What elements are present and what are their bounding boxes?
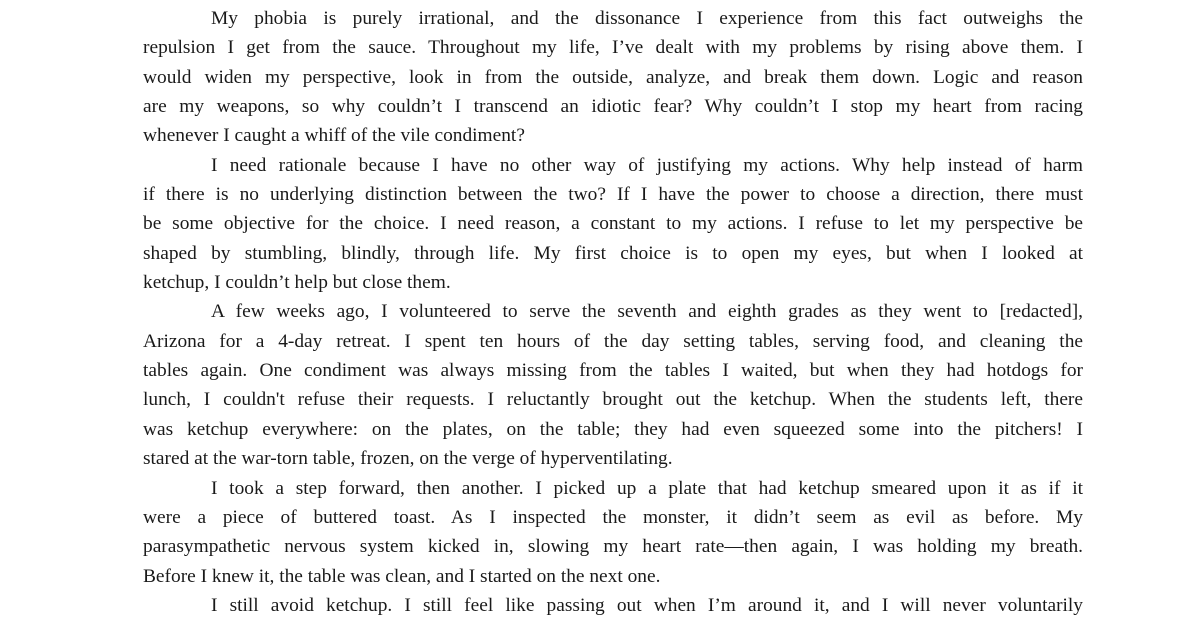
- text-line: Arizona for a 4-day retreat. I spent ten hours of the day setting tables, serving food, and cleaning the: [143, 330, 1083, 352]
- text-line: repulsion I get from the sauce. Throughout my life, I’ve dealt with my problems by rising above them. I: [143, 37, 1083, 59]
- text-line: shaped by stumbling, blindly, through life. My first choice is to open my eyes, but when I looked at: [143, 242, 1083, 264]
- text-line: would widen my perspective, look in from the outside, analyze, and break them down. Logic and reason: [143, 66, 1083, 88]
- text-line: were a piece of buttered toast. As I inspected the monster, it didn’t seem as evil as before. My: [143, 506, 1083, 528]
- document-body: [143, 4, 1083, 620]
- text-line: I still avoid ketchup. I still feel like passing out when I’m around it, and I will never voluntarily: [211, 594, 1083, 616]
- text-line: I took a step forward, then another. I picked up a plate that had ketchup smeared upon it as if it: [211, 477, 1083, 499]
- text-line: be some objective for the choice. I need reason, a constant to my actions. I refuse to let my perspective be: [143, 213, 1083, 235]
- text-line: A few weeks ago, I volunteered to serve the seventh and eighth grades as they went to [redacted],: [211, 301, 1083, 323]
- text-line: I need rationale because I have no other way of justifying my actions. Why help instead of harm: [211, 154, 1083, 176]
- text-line: was ketchup everywhere: on the plates, on the table; they had even squeezed some into the pitchers! I: [143, 418, 1083, 440]
- text-line: lunch, I couldn't refuse their requests. I reluctantly brought out the ketchup. When the students left, there: [143, 389, 1083, 411]
- text-line: ketchup, I couldn’t help but close them.: [143, 272, 451, 294]
- text-line: if there is no underlying distinction between the two? If I have the power to choose a direction, there must: [143, 184, 1083, 206]
- text-line: are my weapons, so why couldn’t I transcend an idiotic fear? Why couldn’t I stop my heart from racing: [143, 96, 1083, 118]
- text-line: whenever I caught a whiff of the vile condiment?: [143, 125, 525, 147]
- text-line: parasympathetic nervous system kicked in, slowing my heart rate—then again, I was holding my breath.: [143, 536, 1083, 558]
- text-line: tables again. One condiment was always missing from the tables I waited, but when they had hotdogs for: [143, 360, 1083, 382]
- text-line: Before I knew it, the table was clean, and I started on the next one.: [143, 565, 661, 587]
- text-line: stared at the war-torn table, frozen, on the verge of hyperventilating.: [143, 448, 673, 470]
- text-line: My phobia is purely irrational, and the dissonance I experience from this fact outweighs the: [211, 8, 1083, 29]
